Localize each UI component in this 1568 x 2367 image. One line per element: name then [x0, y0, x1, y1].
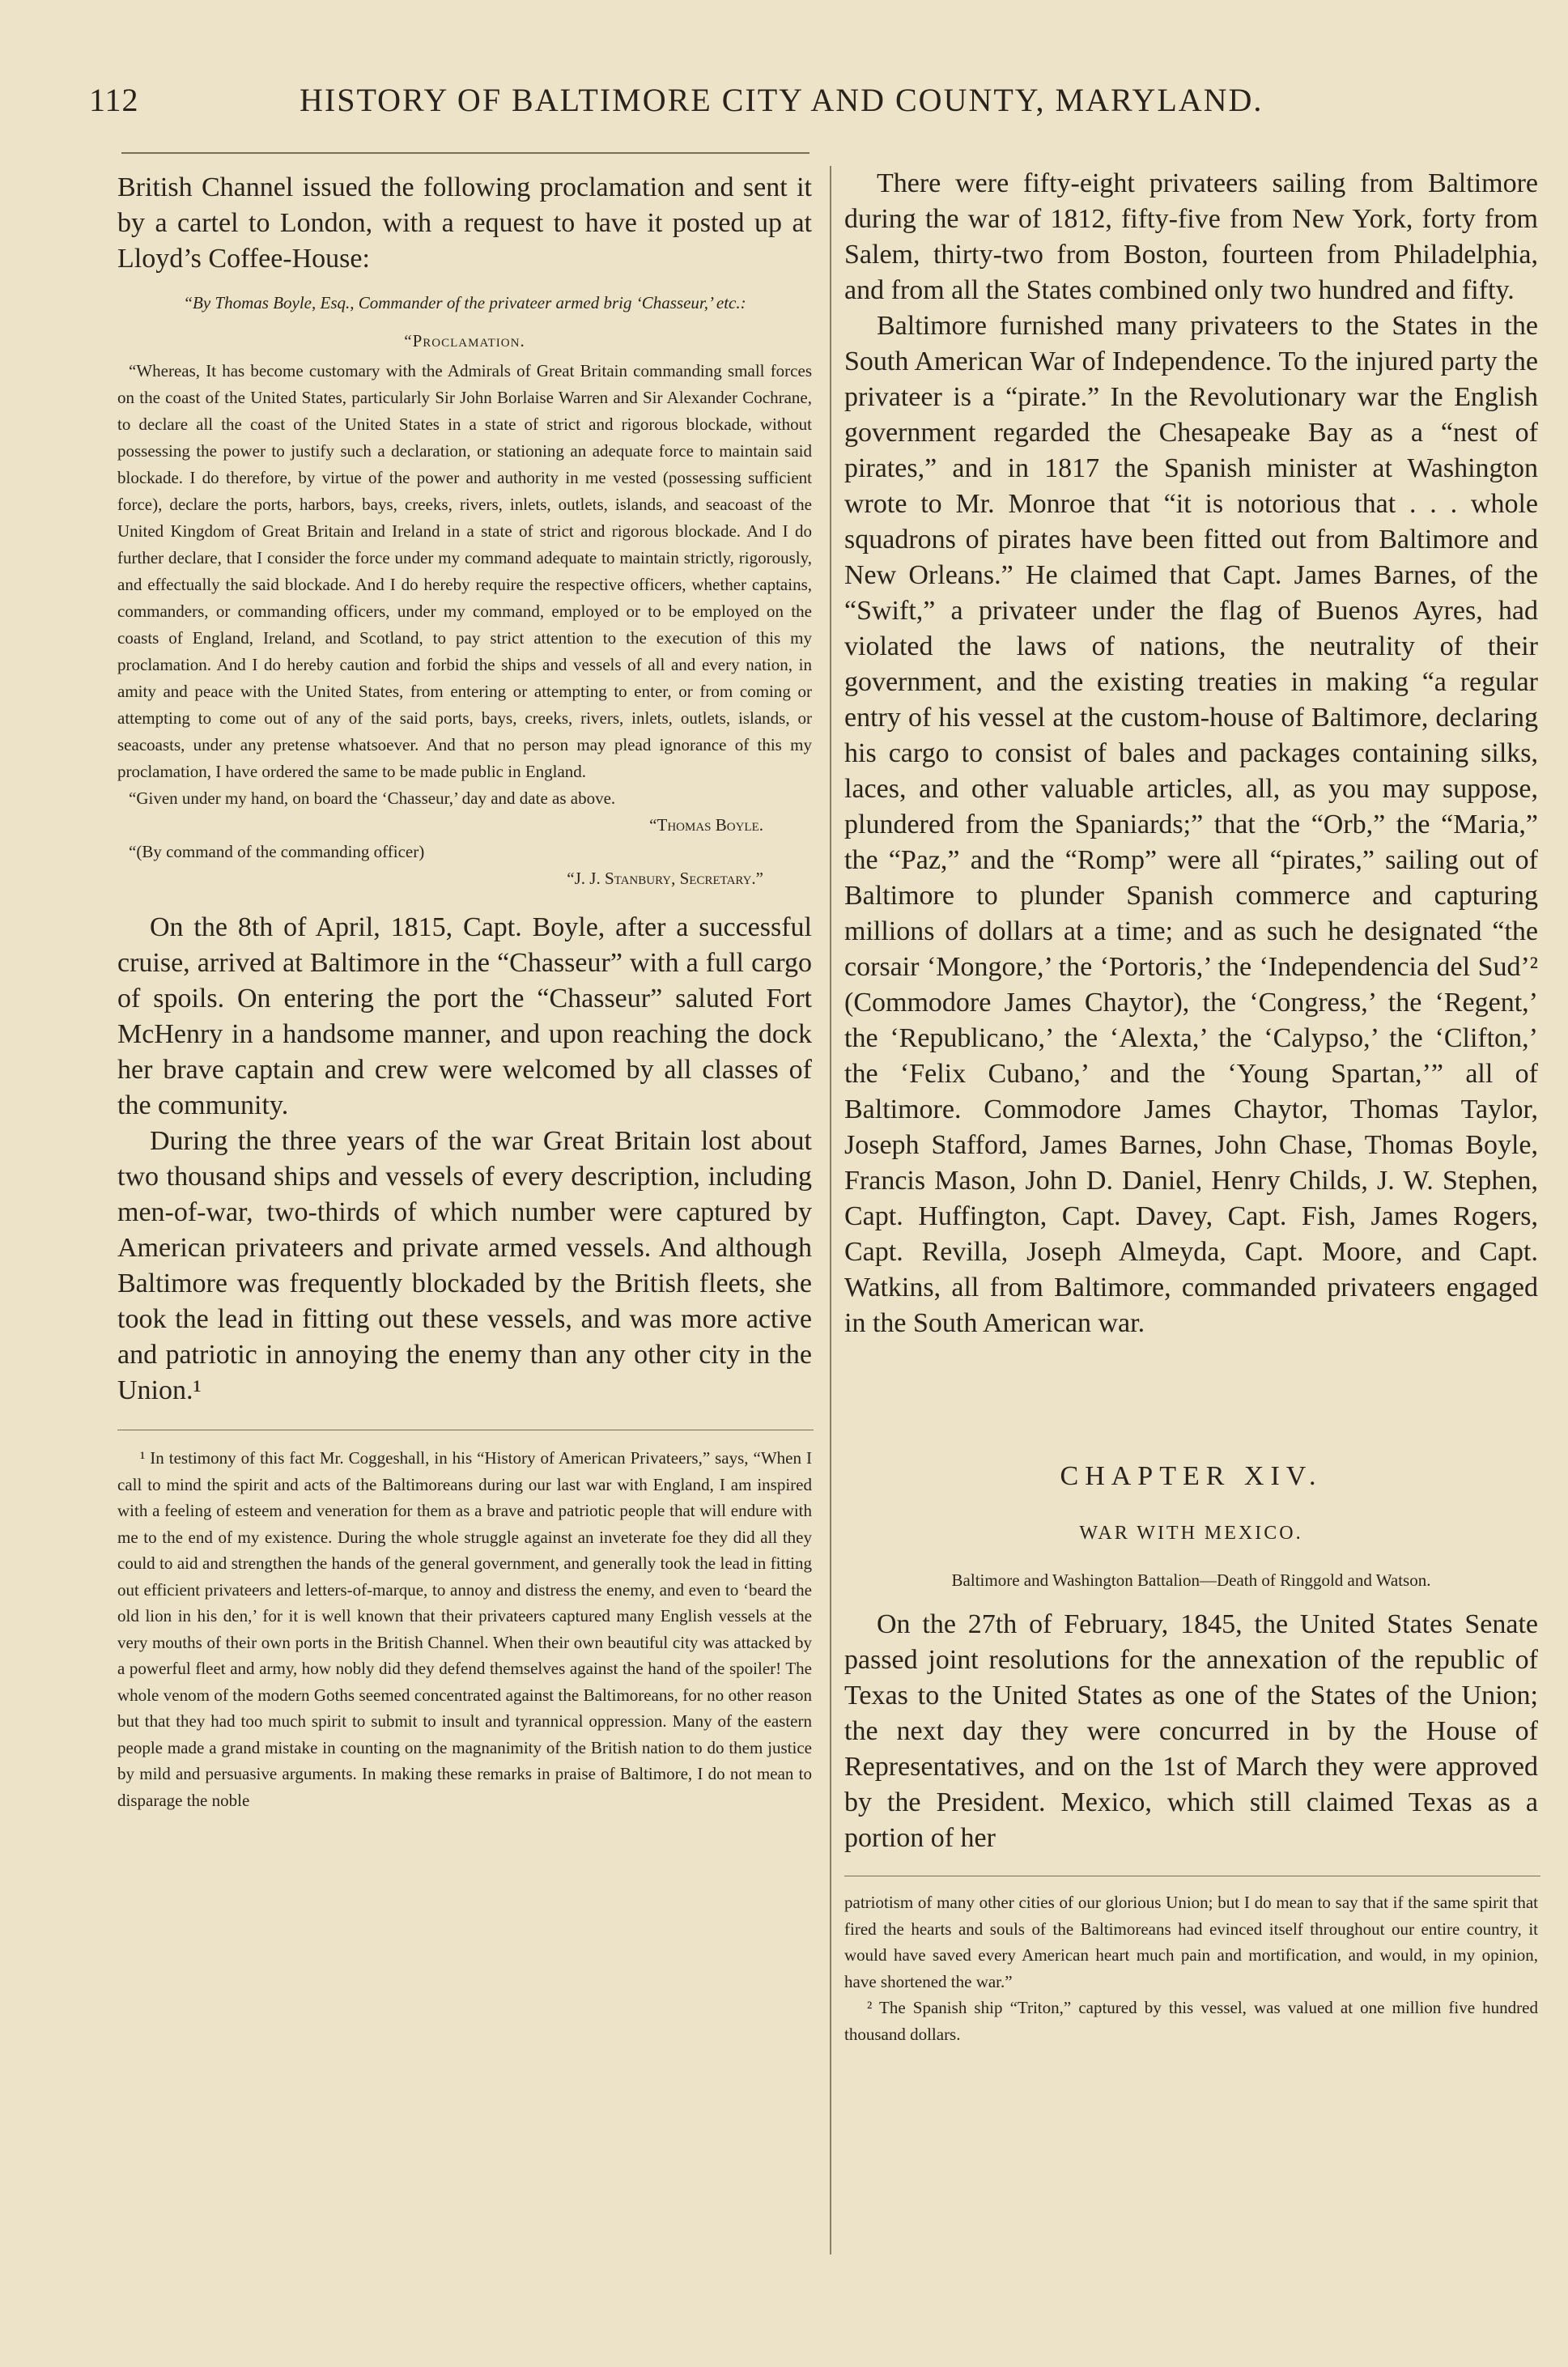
- left-column: [117, 170, 812, 1813]
- chapter-title: WAR WITH MEXICO.: [1079, 1523, 1303, 1544]
- paragraph-privateer-counts: There were fifty-eight privateers sailing from Baltimore during the war of 1812, fifty-five from New York, forty from Salem, thirty-two from Boston, fourteen from Philadelphia, and from all the States combined only two hundred and fifty.: [844, 168, 1538, 305]
- footnote-1-continued: patriotism of many other cities of our glorious Union; but I do mean to say that if the same spirit that fired the hearts and souls of the Baltimoreans had evinced itself throughout our entire country, it would have saved every American heart much pain and mortification, and would, in my opinion, have shortened the war.”: [844, 1893, 1538, 1991]
- column-divider: [830, 166, 831, 2254]
- given-under: “Given under my hand, on board the ‘Chasseur,’ day and date as above.: [129, 788, 616, 808]
- proclamation-title: “Proclamation.: [404, 331, 525, 351]
- running-head: HISTORY OF BALTIMORE CITY AND COUNTY, MARYLAND.: [300, 82, 1264, 118]
- chapter-summary: Baltimore and Washington Battalion—Death of Ringgold and Watson.: [951, 1570, 1431, 1590]
- paragraph-return-of-chasseur: On the 8th of April, 1815, Capt. Boyle, after a successful cruise, arrived at Baltimore in the “Chasseur” with a full cargo of spoils. On entering the port the “Chasseur” saluted Fort McHenry in a handsome manner, and upon reaching the dock her brave captain and crew were welcomed by all classes of the community.: [117, 912, 812, 1120]
- paragraph-british-losses: During the three years of the war Great Britain lost about two thousand ships and vessels of every description, including men-of-war, two-thirds of which number were captured by American privateers and private armed vessels. And although Baltimore was frequently blockaded by the British fleets, she took the lead in fitting out these vessels, and was more active and patriotic in annoying the enemy than any other city in the Union.¹: [117, 1126, 812, 1405]
- chapter-opening-paragraph: On the 27th of February, 1845, the United States Senate passed joint resolutions for the annexation of the republic of Texas to the United States as one of the States of the Union; the next day they were concurred in by the House of Representatives, and on the 1st of March they were approved by the President. Mexico, which still claimed Texas as a portion of her: [844, 1609, 1538, 1853]
- footnote-2: ² The Spanish ship “Triton,” captured by this vessel, was valued at one million five hundred thousand dollars.: [844, 1998, 1538, 2044]
- header-rule: [121, 152, 809, 154]
- signature-boyle: “Thomas Boyle.: [649, 815, 763, 835]
- proclamation-text: “Whereas, It has become customary with the Admirals of Great Britain commanding small forces on the coast of the United States, particularly Sir John Borlaise Warren and Sir Alexander Cochrane, to declare all the coast of the United States in a state of strict and rigorous blockade, without possessing the power to justify such a declaration, or stationing an adequate force to maintain said blockade. I do therefore, by virtue of the power and authority in me vested (possessing sufficient force), declare the ports, harbors, bays, creeks, rivers, inlets, outlets, islands, and seacoast of the United Kingdom of Great Britain and Ireland in a state of strict and rigorous blockade. And I do further declare, that I consider the force under my command adequate to maintain strictly, rigorously, and effectually the said blockade. And I do hereby require the respective officers, whether captains, commanders, or commanding officers, under my command, employed or to be employed on the coasts of England, Ireland, and Scotland, to pay strict attention to the execution of this my proclamation. And I do hereby caution and forbid the ships and vessels of all and every nation, in amity and peace with the United States, from entering or attempting to enter, or from coming or attempting to come out of any of the said ports, bays, creeks, rivers, inlets, outlets, islands, or seacoasts, under any pretense whatsoever. And that no person may plead ignorance of this my proclamation, I have ordered the same to be made public in England.: [117, 361, 812, 781]
- page-number: 112: [89, 82, 139, 118]
- proclamation-attribution: “By Thomas Boyle, Esq., Commander of the privateer armed brig ‘Chasseur,’ etc.:: [183, 293, 746, 312]
- right-column: [844, 166, 1538, 2047]
- proclamation-block: [117, 290, 812, 892]
- paragraph-south-american-war: Baltimore furnished many privateers to the States in the South American War of Independence. To the injured party the privateer is a “pirate.” In the Revolutionary war the English government regarded the Chesapeake Bay as a “nest of pirates,” and in 1817 the Spanish minister at Washington wrote to Mr. Monroe that “it is notorious that . . . whole squadrons of pirates have been fitted out from Baltimore and New Orleans.” He claimed that Capt. James Barnes, of the “Swift,” a privateer under the flag of Buenos Ayres, had violated the laws of nations, the neutrality of their government, and the existing treaties in making “a regular entry of his vessel at the custom-house of Baltimore, declaring his cargo to consist of bales and packages containing silks, laces, and other valuable articles, all, as you may suppose, plundered from the Spaniards;” that the “Orb,” the “Maria,” the “Paz,” and the “Romp” were all “pirates,” sailing out of Baltimore to plunder Spanish commerce and capturing millions of dollars at a time; and as such he designated “the corsair ‘Mongore,’ the ‘Portoris,’ the ‘Independencia del Sud’² (Commodore James Chaytor), the ‘Congress,’ the ‘Regent,’ the ‘Republicano,’ the ‘Alexta,’ the ‘Calypso,’ the ‘Clifton,’ the ‘Felix Cubano,’ and the ‘Young Spartan,’” all of Baltimore. Commodore James Chaytor, Thomas Taylor, Joseph Stafford, James Barnes, John Chase, Thomas Boyle, Francis Mason, John D. Daniel, Henry Childs, J. W. Stephen, Capt. Huffington, Capt. Davey, Capt. Fish, James Rogers, Capt. Revilla, Joseph Almeyda, Capt. Moore, and Capt. Watkins, all from Baltimore, commanded privateers engaged in the South American war.: [844, 311, 1538, 1338]
- by-command: “(By command of the commanding officer): [129, 842, 425, 861]
- chapter-heading: CHAPTER XIV.: [1060, 1461, 1323, 1491]
- footnote-1: ¹ In testimony of this fact Mr. Coggeshall, in his “History of American Privateers,” says, “When I call to mind the spirit and acts of the Baltimoreans during our last war with England, I am inspired with a feeling of esteem and veneration for them as a brave and patriotic people that will endure with me to the end of my existence. During the whole struggle against an inveterate foe they did all they could to aid and strengthen the hands of the general government, and generally took the lead in fitting out efficient privateers and letters-of-marque, to annoy and distress the enemy, and even to ‘beard the old lion in his den,’ for it is well known that their privateers captured many English vessels at the very mouths of their own ports in the British Channel. When their own beautiful city was attacked by a powerful fleet and army, how nobly did they defend themselves against the hand of the spoiler! The whole venom of the modern Goths seemed concentrated against the Baltimoreans, for no other reason but that they had too much spirit to submit to insult and tyrannical oppression. Many of the eastern people made a grand mistake in counting on the magnanimity of the British nation to do them justice by mild and persuasive arguments. In making these remarks in praise of Baltimore, I do not mean to disparage the noble: [117, 1448, 812, 1810]
- signature-stanbury: “J. J. Stanbury, Secretary.”: [567, 869, 763, 888]
- intro-paragraph: British Channel issued the following proclamation and sent it by a cartel to London, with a request to have it posted up at Lloyd’s Coffee-House:: [117, 172, 812, 274]
